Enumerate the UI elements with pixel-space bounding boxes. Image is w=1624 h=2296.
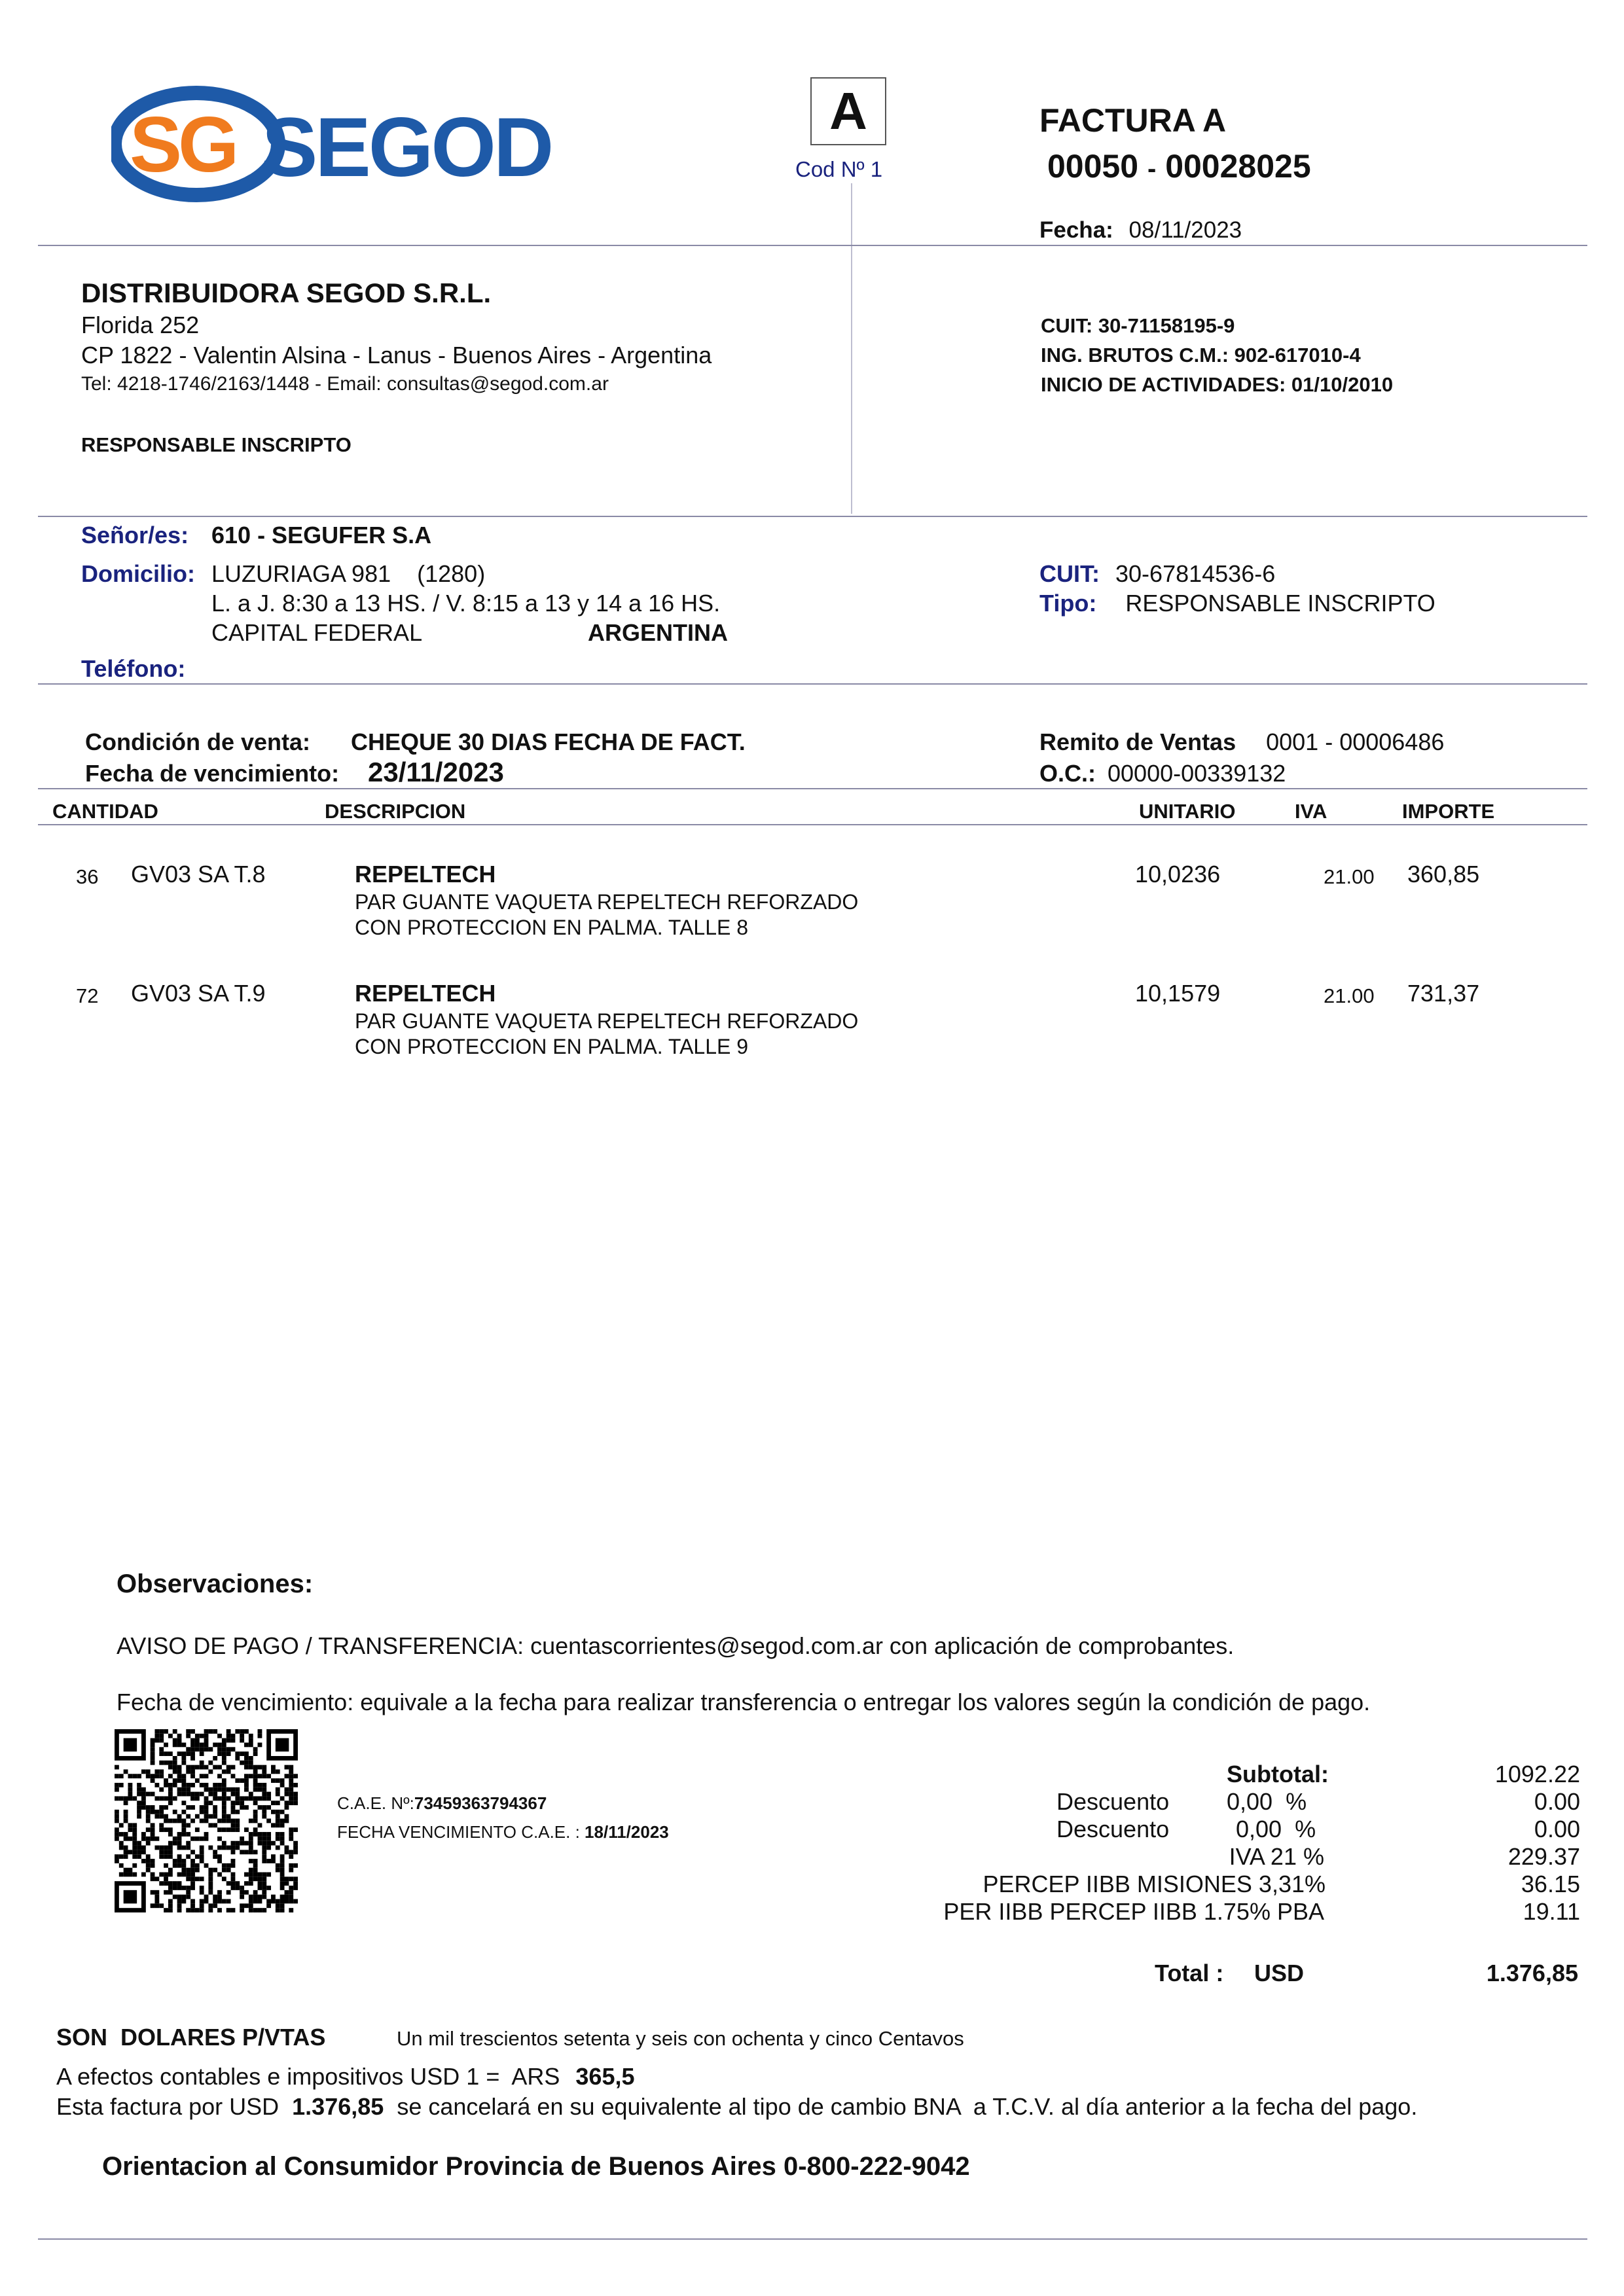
row-iva: 21.00: [1324, 865, 1375, 888]
total-value: 1.376,85: [1486, 1960, 1578, 1986]
col-cantidad: CANTIDAD: [52, 800, 158, 823]
qr-code-icon: [115, 1729, 298, 1912]
row-desc1: PAR GUANTE VAQUETA REPELTECH REFORZADO: [355, 1009, 859, 1033]
col-unitario: UNITARIO: [1139, 800, 1236, 823]
condicion-value: CHEQUE 30 DIAS FECHA DE FACT.: [351, 728, 746, 755]
efectos-rate: 365,5: [575, 2063, 635, 2090]
percep1-value: 36.15: [1521, 1871, 1580, 1897]
doc-number: [1047, 147, 1311, 185]
cae-vencimiento: [337, 1822, 669, 1842]
factura-line: [56, 2093, 1417, 2121]
descuento1-label: Descuento: [1056, 1788, 1170, 1815]
row-brand: REPELTECH: [355, 861, 496, 888]
issuer-ing-brutos: ING. BRUTOS C.M.: 902-617010-4: [1041, 344, 1361, 367]
issuer-name: DISTRIBUIDORA SEGOD S.R.L.: [81, 278, 492, 308]
efectos-line: [56, 2063, 635, 2090]
observaciones-title: Observaciones:: [117, 1570, 314, 1598]
orientacion-consumidor: Orientacion al Consumidor Provincia de Buenos Aires 0-800-222-9042: [102, 2152, 970, 2181]
efectos-text: A efectos contables e impositivos USD 1 = ARS: [56, 2063, 560, 2090]
descuento1-pct: 0,00 %: [1227, 1788, 1307, 1815]
doc-number-sep: -: [1147, 154, 1157, 183]
row-amount: 360,85: [1407, 861, 1480, 888]
doc-number-value: 00028025: [1165, 148, 1311, 185]
col-importe: IMPORTE: [1402, 800, 1495, 823]
observaciones-line2: Fecha de vencimiento: equivale a la fecha para realizar transferencia o entregar los valores según la condición de pago.: [117, 1689, 1371, 1715]
remito: [1039, 728, 1444, 756]
row-unit: 10,0236: [1135, 861, 1221, 888]
condicion-label: Condición de venta:: [85, 728, 311, 755]
domicilio-line1: LUZURIAGA 981 (1280): [211, 560, 486, 587]
domicilio-country: ARGENTINA: [588, 619, 728, 646]
senor-value: 610 - SEGUFER S.A: [211, 522, 432, 548]
row-brand: REPELTECH: [355, 980, 496, 1007]
row-unit: 10,1579: [1135, 980, 1221, 1007]
factura-amount: 1.376,85: [292, 2093, 384, 2120]
issuer-tax-condition: RESPONSABLE INSCRIPTO: [81, 433, 352, 456]
remito-label: Remito de Ventas: [1039, 728, 1236, 755]
issuer-inicio: INICIO DE ACTIVIDADES: 01/10/2010: [1041, 373, 1394, 396]
cae-value: 73459363794367: [414, 1793, 547, 1813]
son-value: Un mil trescientos setenta y seis con ochenta y cinco Centavos: [397, 2027, 964, 2050]
issuer-address2: CP 1822 - Valentin Alsina - Lanus - Buenos Aires - Argentina: [81, 342, 712, 368]
divider-footer: [38, 2238, 1587, 2240]
oc-value: 00000-00339132: [1108, 760, 1286, 787]
fecha-value: 08/11/2023: [1128, 217, 1242, 243]
company-logo: [111, 85, 583, 203]
vertical-divider: [851, 183, 852, 514]
fecha: [1039, 217, 1242, 243]
doc-type: FACTURA A: [1039, 102, 1227, 139]
percep2-label: PER IIBB PERCEP IIBB 1.75% PBA: [943, 1898, 1324, 1925]
iva-label: IVA 21 %: [1229, 1843, 1324, 1870]
son-label: SON DOLARES P/VTAS: [56, 2024, 326, 2051]
oc-label: O.C.:: [1039, 760, 1096, 787]
senor-label: Señor/es:: [81, 522, 189, 548]
descuento2-label: Descuento: [1056, 1816, 1170, 1842]
doc-letter-box: [810, 77, 886, 145]
vencimiento-value: 23/11/2023: [368, 757, 504, 787]
observaciones-line1: AVISO DE PAGO / TRANSFERENCIA: cuentascorrientes@segod.com.ar con aplicación de comprobantes.: [117, 1632, 1235, 1659]
row-qty: 72: [76, 984, 99, 1007]
divider-table-header: [38, 824, 1587, 825]
factura-text2: se cancelará en su equivalente al tipo de cambio BNA a T.C.V. al día anterior a la fecha del pago.: [397, 2093, 1418, 2120]
issuer-address1: Florida 252: [81, 312, 200, 338]
doc-letter: A: [829, 82, 867, 140]
customer-cuit-label: CUIT:: [1039, 560, 1100, 587]
row-desc2: CON PROTECCION EN PALMA. TALLE 9: [355, 1035, 749, 1058]
descuento1-value: 0.00: [1534, 1788, 1580, 1815]
divider-customer: [38, 683, 1587, 685]
customer-tipo-label: Tipo:: [1039, 590, 1097, 617]
percep1-label: PERCEP IIBB MISIONES 3,31%: [983, 1871, 1326, 1897]
telefono-label: Teléfono:: [81, 655, 186, 682]
domicilio-line2: L. a J. 8:30 a 13 HS. / V. 8:15 a 13 y 14 a 16 HS.: [211, 590, 721, 617]
percep2-value: 19.11: [1523, 1898, 1580, 1925]
divider-header: [38, 245, 1587, 246]
logo-name: SEGOD: [262, 101, 552, 194]
domicilio-label: Domicilio:: [81, 560, 196, 587]
row-desc1: PAR GUANTE VAQUETA REPELTECH REFORZADO: [355, 890, 859, 914]
divider-issuer: [38, 516, 1587, 517]
issuer-cuit: CUIT: 30-71158195-9: [1041, 314, 1235, 337]
customer-cuit: [1039, 560, 1275, 588]
fecha-label: Fecha:: [1039, 217, 1113, 243]
row-amount: 731,37: [1407, 980, 1480, 1007]
descuento2-value: 0.00: [1534, 1816, 1580, 1842]
subtotal-value: 1092.22: [1494, 1761, 1580, 1787]
total-label: Total :: [1155, 1960, 1224, 1986]
oc: [1039, 760, 1286, 787]
vencimiento-label: Fecha de vencimiento:: [85, 760, 340, 787]
col-iva: IVA: [1295, 800, 1327, 823]
domicilio-city: CAPITAL FEDERAL: [211, 619, 423, 646]
cod-label: Cod Nº 1: [795, 157, 883, 181]
cae-venc-label: FECHA VENCIMIENTO C.A.E. :: [337, 1822, 580, 1842]
total-currency: USD: [1254, 1960, 1305, 1986]
divider-table-top: [38, 788, 1587, 789]
row-iva: 21.00: [1324, 984, 1375, 1007]
subtotal-label: Subtotal:: [1227, 1761, 1329, 1787]
cae-number: [337, 1793, 547, 1814]
row-desc2: CON PROTECCION EN PALMA. TALLE 8: [355, 916, 749, 939]
customer-tipo: [1039, 590, 1435, 617]
factura-text1: Esta factura por USD: [56, 2093, 280, 2120]
descuento2-pct: 0,00 %: [1236, 1816, 1316, 1842]
doc-number-pv: 00050: [1047, 148, 1139, 185]
cae-label: C.A.E. Nº:: [337, 1793, 414, 1813]
customer-tipo-value: RESPONSABLE INSCRIPTO: [1125, 590, 1435, 617]
cae-venc-value: 18/11/2023: [585, 1822, 669, 1842]
row-code: GV03 SA T.8: [131, 861, 266, 888]
iva-value: 229.37: [1507, 1843, 1580, 1870]
row-qty: 36: [76, 865, 99, 888]
customer-cuit-value: 30-67814536-6: [1115, 560, 1276, 587]
remito-value: 0001 - 00006486: [1266, 728, 1445, 755]
row-code: GV03 SA T.9: [131, 980, 266, 1007]
issuer-contact: Tel: 4218-1746/2163/1448 - Email: consultas@segod.com.ar: [81, 373, 609, 395]
logo-sg: SG: [130, 101, 236, 188]
col-descripcion: DESCRIPCION: [325, 800, 466, 823]
